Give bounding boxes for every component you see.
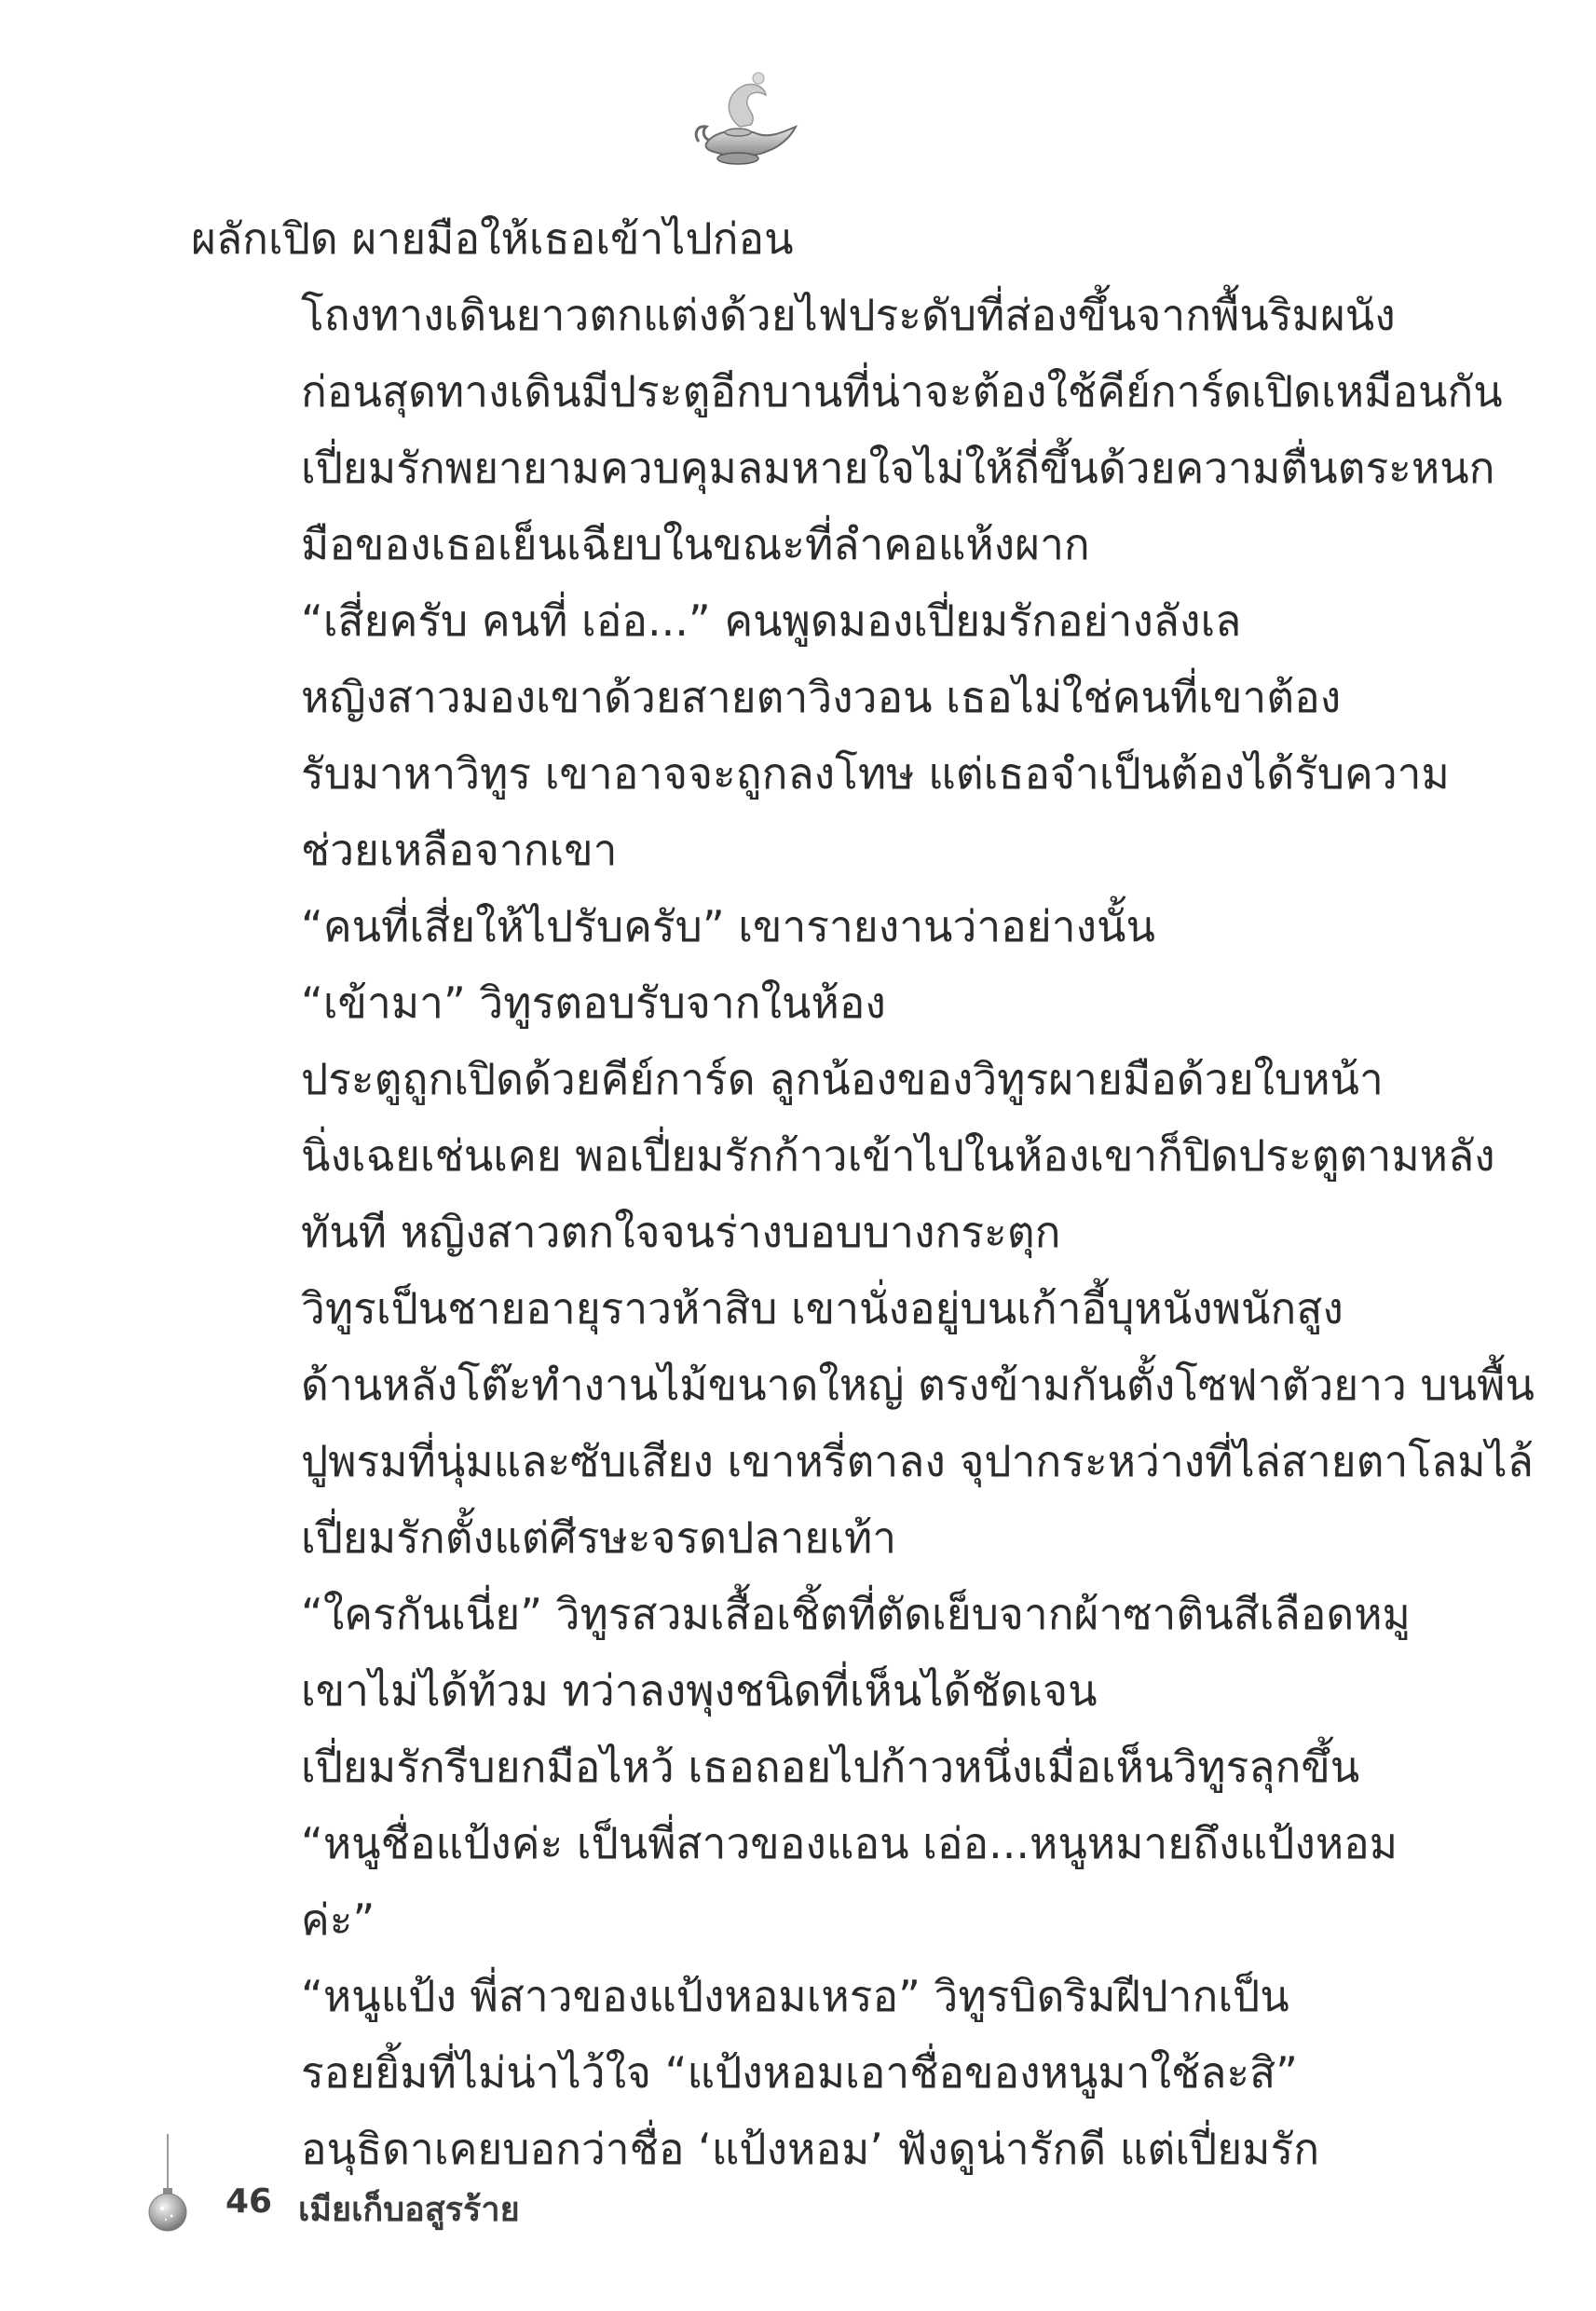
text-line: วิทูรเป็นชายอายุราวห้าสิบ เขานั่งอยู่บนเก้าอี้บุหนังพนักสูง [301, 1283, 1344, 1333]
text-line: “เข้ามา” วิทูรตอบรับจากในห้อง [301, 978, 886, 1028]
text-line: รับมาหาวิทูร เขาอาจจะถูกลงโทษ แต่เธอจำเป็นต้องได้รับความ [301, 748, 1450, 799]
paragraph [191, 1041, 1495, 1270]
text-line: โถงทางเดินยาวตกแต่งด้วยไฟประดับที่ส่องขึ้นจากพื้นริมผนัง [301, 290, 1396, 340]
text-line: “หนูชื่อแป้งค่ะ เป็นพี่สาวของแอน เอ่อ...หนูหมายถึงแป้งหอม [301, 1818, 1398, 1868]
hanging-ornament-icon [140, 2134, 196, 2236]
book-title: เมียเก็บอสูรร้าย [298, 2191, 520, 2229]
paragraph [191, 1576, 1411, 1729]
paragraph [191, 888, 1332, 964]
text-line: เปี่ยมรักตั้งแต่ศีรษะจรดปลายเท้า [301, 1512, 897, 1563]
text-line: มือของเธอเย็นเฉียบในขณะที่ลำคอแห้งผาก [301, 519, 1090, 569]
text-line: ประตูถูกเปิดด้วยคีย์การ์ด ลูกน้องของวิทูรผายมือด้วยใบหน้า [301, 1054, 1384, 1104]
paragraph [191, 582, 1332, 659]
text-line: เปี่ยมรักรีบยกมือไหว้ เธอถอยไปก้าวหนึ่งเมื่อเห็นวิทูรลุกขึ้น [301, 1742, 1360, 1792]
text-line: นิ่งเฉยเช่นเคย พอเปี่ยมรักก้าวเข้าไปในห้องเขาก็ปิดประตูตามหลัง [301, 1130, 1495, 1181]
paragraph [191, 659, 1450, 888]
paragraph [191, 1958, 1332, 2111]
text-line: “หนูแป้ง พี่สาวของแป้งหอมเหรอ” วิทูรบิดริมฝีปากเป็น [301, 1971, 1289, 2021]
body-text [191, 200, 1535, 2187]
text-line: ค่ะ” [301, 1894, 375, 1945]
text-line: อนุธิดาเคยบอกว่าชื่อ ‘แป้งหอม’ ฟังดูน่ารักดี แต่เปี่ยมรัก [301, 2124, 1320, 2174]
paragraph [191, 277, 1503, 582]
text-line: “คนที่เสี่ยให้ไปรับครับ” เขารายงานว่าอย่างนั้น [301, 901, 1155, 951]
text-line: เขาไม่ได้ท้วม ทว่าลงพุงชนิดที่เห็นได้ชัดเจน [301, 1665, 1098, 1716]
text-line: เปี่ยมรักพยายามควบคุมลมหายใจไม่ให้ถี่ขึ้นด้วยความตื่นตระหนก [301, 443, 1495, 493]
text-line: ทันที หญิงสาวตกใจจนร่างบอบบางกระตุก [301, 1207, 1061, 1257]
text-line: ก่อนสุดทางเดินมีประตูอีกบานที่น่าจะต้องใช้คีย์การ์ดเปิดเหมือนกัน [301, 366, 1503, 417]
paragraph [191, 200, 1332, 277]
magic-lamp-icon [686, 65, 807, 177]
page-number: 46 [225, 2182, 273, 2221]
text-line: หญิงสาวมองเขาด้วยสายตาวิงวอน เธอไม่ใช่คนที่เขาต้อง [301, 672, 1342, 722]
paragraph [191, 1805, 1398, 1958]
text-line: ผลักเปิด ผายมือให้เธอเข้าไปก่อน [191, 213, 794, 264]
text-line: รอยยิ้มที่ไม่น่าไว้ใจ “แป้งหอมเอาชื่อของหนูมาใช้ละสิ” [301, 2047, 1298, 2098]
text-line: “เสี่ยครับ คนที่ เอ่อ...” คนพูดมองเปี่ยมรักอย่างลังเล [301, 595, 1242, 646]
text-line: ปูพรมที่นุ่มและซับเสียง เขาหรี่ตาลง จุปากระหว่างที่ไล่สายตาโลมไล้ [301, 1436, 1534, 1486]
text-line: ด้านหลังโต๊ะทำงานไม้ขนาดใหญ่ ตรงข้ามกันตั้งโซฟาตัวยาว บนพื้น [301, 1360, 1535, 1410]
text-line: “ใครกันเนี่ย” วิทูรสวมเสื้อเชิ้ตที่ตัดเย็บจากผ้าซาตินสีเลือดหมู [301, 1589, 1411, 1639]
paragraph [191, 1270, 1535, 1576]
text-line: ช่วยเหลือจากเขา [301, 825, 618, 875]
paragraph [191, 1729, 1360, 1805]
page-footer [140, 2134, 792, 2236]
paragraph [191, 964, 1332, 1041]
